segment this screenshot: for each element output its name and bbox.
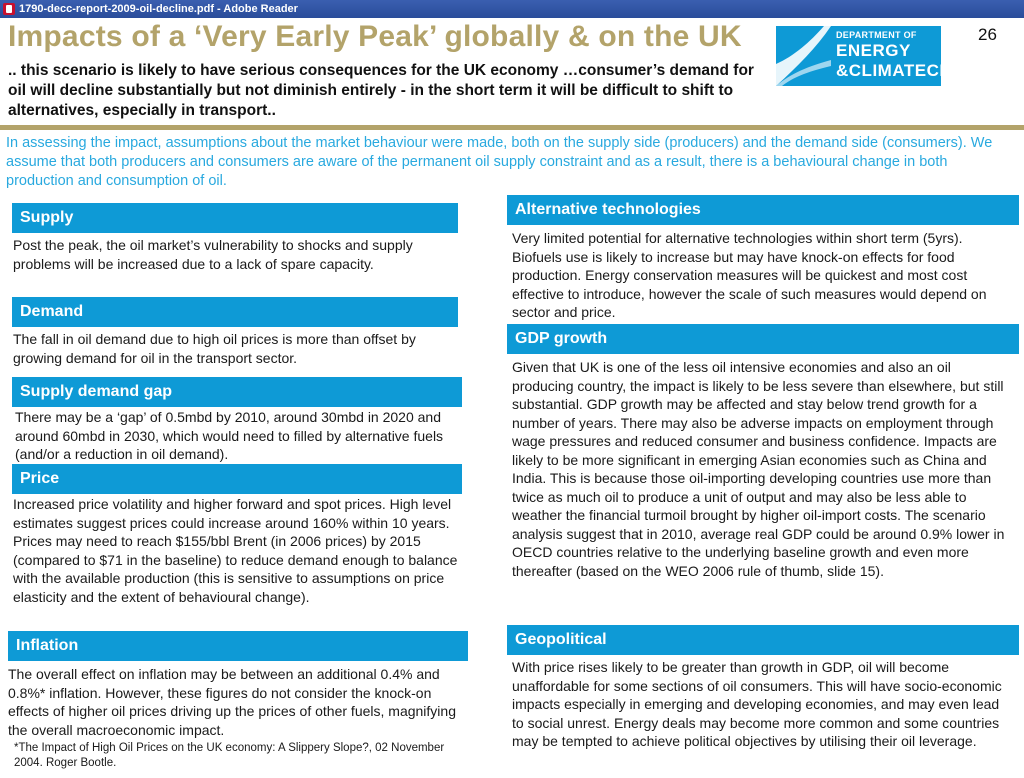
demand-text: The fall in oil demand due to high oil prices is more than offset by growing demand for oil in the transport sector. xyxy=(13,331,416,366)
logo-line2: ENERGY xyxy=(836,41,911,60)
intro-paragraph: In assessing the impact, assumptions about the market behaviour were made, both on the supply side (producers) and the demand side (consumers). We assume that both producers and consumers are aware of the permanent oil supply constraint and as a result, there is a behavioural change in both production and consumption of oil. xyxy=(6,135,993,189)
geopolitical-text: With price rises likely to be greater than growth in GDP, oil will become unaffordable for some sections of oil consumers. This will have socio-economic impacts especially in emerging and developing economies, and may even lead to social unrest. Energy deals may become more common and some countries may be tempted to achieve political objectives by utilising their oil leverage. xyxy=(512,659,1002,749)
supply-demand-gap-heading: Supply demand gap xyxy=(12,377,462,407)
title-divider xyxy=(0,125,1024,130)
price-heading: Price xyxy=(12,464,462,494)
gdp-growth-heading: GDP growth xyxy=(507,324,1019,354)
geopolitical-heading: Geopolitical xyxy=(507,625,1019,655)
alternative-technologies-text: Very limited potential for alternative technologies within short term (5yrs). Biofuels use is likely to increase but may have knock-on effects for food production. Energy conservation measures will be quickest and most cost effective to introduce, however the scale of such measures would depend on sector and price. xyxy=(512,230,987,320)
supply-demand-gap-text: There may be a ‘gap’ of 0.5mbd by 2010, around 30mbd in 2020 and around 60mbd in 2030, which would need to filled by alternative fuels (and/or a reduction in oil demand). xyxy=(15,409,444,462)
logo-line3-b: CHANGE xyxy=(926,61,1004,80)
logo-swoosh-icon xyxy=(776,26,831,86)
window-title: 1790-decc-report-2009-oil-decline.pdf - Adobe Reader xyxy=(19,3,298,15)
slide-subtitle: .. this scenario is likely to have serious consequences for the UK economy …consumer’s demand for oil will decline substantially but not diminish entirely - in the short term it will be difficult to shift to alternatives, especially in transport.. xyxy=(8,62,754,119)
logo-line3-a: &CLIMATE xyxy=(836,61,927,80)
inflation-heading: Inflation xyxy=(8,631,468,661)
supply-text: Post the peak, the oil market’s vulnerability to shocks and supply problems will be increased due to a lack of spare capacity. xyxy=(13,237,413,272)
price-text: Increased price volatility and higher forward and spot prices. High level estimates suggest prices could increase around 160% within 10 years. Prices may need to reach $155/bbl Brent (in 2006 prices) by 2015 (compared to $71 in the baseline) to reduce demand enough to balance with the available production (this is sensitive to assumptions on price elasticity and the extent of behavioural change). xyxy=(13,496,458,605)
slide-title: Impacts of a ‘Very Early Peak’ globally & on the UK xyxy=(8,20,742,53)
page-number: 26 xyxy=(978,25,997,44)
pdf-app-icon xyxy=(3,3,15,15)
supply-heading: Supply xyxy=(12,203,458,233)
demand-heading: Demand xyxy=(12,297,458,327)
logo-line1: DEPARTMENT OF xyxy=(836,30,917,40)
alternative-technologies-heading: Alternative technologies xyxy=(507,195,1019,225)
gdp-growth-text: Given that UK is one of the less oil intensive economies and also an oil producing country, the impact is likely to be less severe than elsewhere, but still substantial. GDP growth may be affected and stay below trend growth for a number of years. There may also be adverse impacts on employment through wage pressures and reduced consumer and business confidence. Impacts are likely to be more significant in emerging Asian economies such as China and India. This is because those oil-importing developing countries use more than twice as much oil to produce a unit of output and may also be less able to weather the financial turmoil brought by higher oil-import costs. The scenario analysis suggest that in 2010, average real GDP could be around 0.9% lower in OECD countries relative to the underlying baseline growth and even more thereafter (based on the WEO 2006 rule of thumb, slide 15). xyxy=(512,359,1005,579)
inflation-text: The overall effect on inflation may be between an additional 0.4% and 0.8%* inflation. However, these figures do not consider the knock-on effects of higher oil prices driving up the prices of other fuels, magnifying the overall macroeconomic impact. xyxy=(8,666,456,738)
footnote: *The Impact of High Oil Prices on the UK economy: A Slippery Slope?, 02 November 2004. Roger Bootle. xyxy=(14,742,445,769)
logo-line3 xyxy=(836,61,1003,81)
window-titlebar xyxy=(0,0,1024,18)
